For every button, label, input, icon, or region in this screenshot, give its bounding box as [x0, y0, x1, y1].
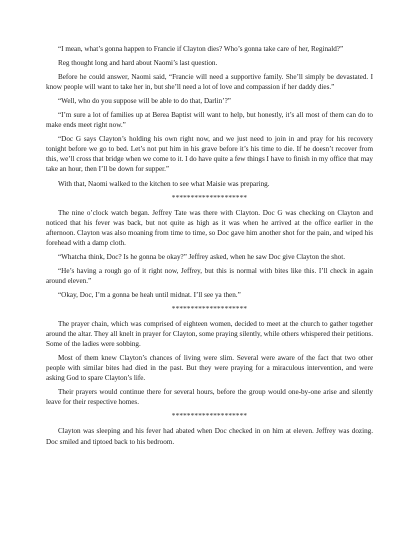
paragraph: “I’m sure a lot of families up at Berea Baptist will want to help, but honestly, it’s all most of them can do to make ends meet right now.” — [46, 111, 373, 130]
paragraph: Most of them knew Clayton’s chances of living were slim. Several were aware of the fact that two other people with similar bites had died in the past. But they were praying for a miraculous intervention, and were asking God to spare Clayton’s life. — [46, 354, 373, 383]
paragraph: Reg thought long and hard about Naomi’s last question. — [58, 59, 218, 68]
paragraph: “I mean, what’s gonna happen to Francie if Clayton dies? Who’s gonna take care of her, Reginald?” — [58, 45, 344, 53]
document-page — [46, 44, 373, 451]
paragraph: With that, Naomi walked to the kitchen to see what Maisie was preparing. — [58, 179, 270, 188]
scene-separator: ******************** — [171, 304, 248, 313]
scene-separator: ******************** — [171, 412, 248, 421]
paragraph: Their prayers would continue there for several hours, before the group would one-by-one arise and silently leave for their respective homes. — [46, 388, 373, 407]
paragraph: “Doc G says Clayton’s holding his own right now, and we just need to join in and pray for his recovery tonight before we go to bed. Let’s not put him in his grave before it’s his time to die. If he doesn’t recover from this, we’ll cross that bridge when we come to it. I do have quite a few things I have to finish in my office that may take an hour, then I’ll be down for supper.” — [46, 135, 373, 174]
paragraph: “Whatcha think, Doc? Is he gonna be okay?” Jeffrey asked, when he saw Doc give Clayton the shot. — [58, 252, 345, 261]
paragraph: Clayton was sleeping and his fever had abated when Doc checked in on him at eleven. Jeffrey was dozing. Doc smiled and tiptoed back to his bedroom. — [46, 427, 373, 446]
scene-separator: ******************** — [171, 193, 248, 202]
paragraph: Before he could answer, Naomi said, “Francie will need a supportive family. She’ll simply be devastated. I know people will want to take her in, but she’ll need a lot of love and compassion if her daddy dies.” — [46, 73, 373, 92]
paragraph: The prayer chain, which was comprised of eighteen women, decided to meet at the church to gather together around the altar. They all knelt in prayer for Clayton, some praying silently, while others whispered their petitions. Some of the ladies were sobbing. — [46, 320, 373, 349]
paragraph: The nine o’clock watch began. Jeffrey Tate was there with Clayton. Doc G was checking on Clayton and noticed that his fever was back, but not quite as high as it was when he arrived at the office earlier in the afternoon. Clayton was also moaning from time to time, so Doc gave him another shot for the pain, and wiped his forehead with a damp cloth. — [46, 208, 373, 247]
paragraph: “Well, who do you suppose will be able to do that, Darlin’?” — [58, 97, 231, 106]
paragraph: “Okay, Doc, I’m a gonna be heah until midnat. I’ll see ya then.” — [58, 290, 241, 299]
paragraph: “He’s having a rough go of it right now, Jeffrey, but this is normal with bites like this. I’ll check in again around eleven.” — [46, 266, 373, 285]
